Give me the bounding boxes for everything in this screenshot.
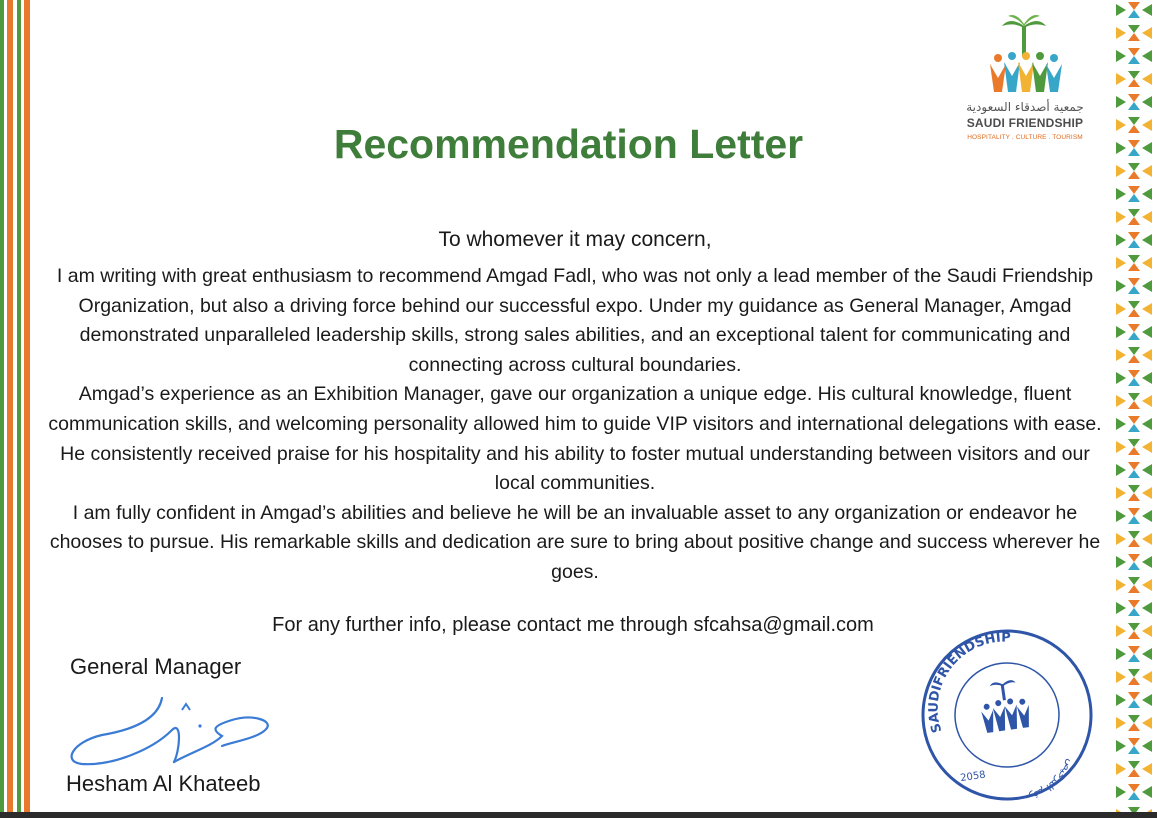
handwritten-signature: [62, 690, 282, 780]
logo-english-name: SAUDI FRIENDSHIP: [966, 116, 1084, 130]
page-title: Recommendation Letter: [333, 121, 804, 167]
salutation: To whomever it may concern,: [438, 228, 712, 251]
signer-role: General Manager: [70, 654, 242, 679]
palm-figures-icon: [960, 12, 1090, 100]
stamp-text-top: SAUDIFRIENDSHIP: [926, 630, 1011, 735]
letter-body: [42, 262, 1108, 588]
logo-tagline: HOSPITALITY . CULTURE . TOURISM: [967, 134, 1083, 141]
stamp-figures-icon: [978, 678, 1032, 733]
logo-arabic-name: جمعية أصدقاء السعودية: [966, 100, 1084, 114]
paragraph-2: Amgad’s experience as an Exhibition Manager, gave our organization a unique edge. His cultural knowledge, fluent communication skills, and welcoming personality allowed him to guide VIP visitors and international delegations with ease. He consistently received praise for his hospitality and his ability to foster mutual understanding between visitors and our local communities.: [48, 383, 1102, 495]
organization-stamp: [912, 622, 1102, 808]
svg-text:رقم الترخيص: [1023, 756, 1080, 802]
signer-name: Hesham Al Khateeb: [66, 771, 261, 796]
paragraph-1: I am writing with great enthusiasm to recommend Amgad Fadl, who was not only a lead member of the Saudi Friendship Organization, but also a driving force behind our successful expo. Under my guidance as General Manager, Amgad demonstrated unparalleled leadership skills, strong sales abilities, and an exceptional talent for communicating and connecting across cultural boundaries.: [56, 265, 1094, 376]
contact-line: For any further info, please contact me through sfcahsa@gmail.com: [272, 614, 874, 636]
stamp-license-number: 2058: [959, 769, 987, 785]
stamp-license-label: رقم الترخيص: [1027, 757, 1076, 802]
paragraph-3: I am fully confident in Amgad’s abilities and believe he will be an invaluable asset to any organization or endeavor he chooses to pursue. His remarkable skills and dedication are sure to bring about positive change and success wherever he goes.: [49, 501, 1101, 583]
bottom-border: [0, 812, 1157, 818]
